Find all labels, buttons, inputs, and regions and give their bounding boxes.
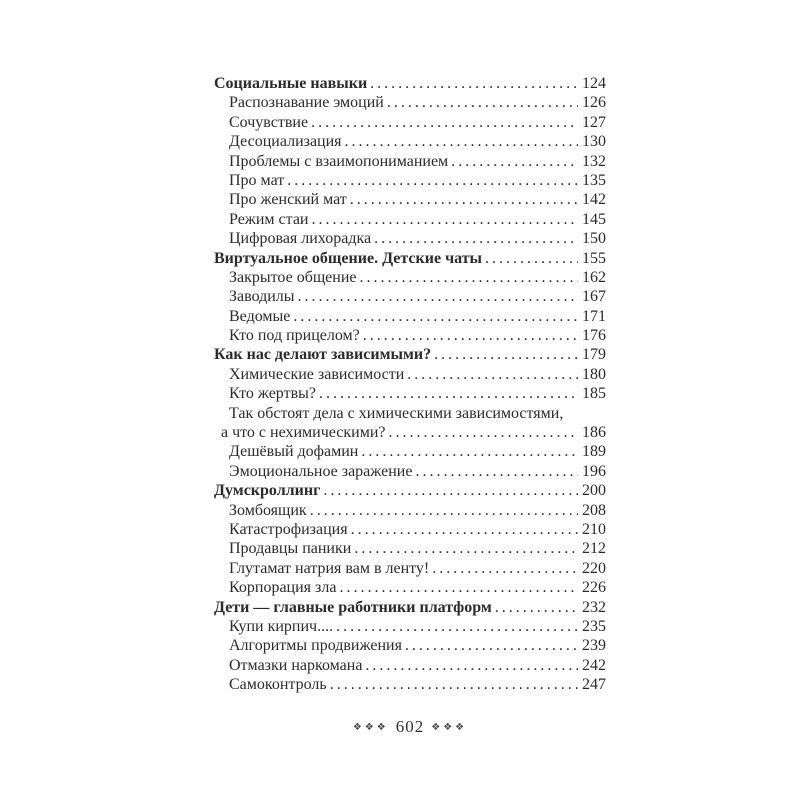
dot-leader	[342, 132, 578, 151]
dot-leader	[308, 113, 578, 132]
entry-title: Дешёвый дофамин	[229, 443, 359, 461]
entry-page: 155	[582, 249, 606, 267]
dot-leader	[384, 93, 578, 112]
entry-title: Химические зависимости	[229, 365, 405, 383]
dot-leader	[348, 520, 578, 539]
toc-entry	[229, 578, 606, 597]
entry-page: 171	[582, 307, 606, 325]
dot-leader	[358, 442, 578, 461]
entry-page: 124	[582, 75, 606, 92]
entry-title: Так обстоят дела с химическими зависимостями,	[229, 404, 564, 422]
toc-entry	[229, 307, 606, 326]
entry-title: Дети — главные работники платформ	[214, 598, 492, 616]
entry-page: 135	[582, 171, 606, 189]
toc-entry	[229, 559, 606, 578]
entry-page: 186	[582, 424, 606, 442]
dot-leader	[308, 210, 578, 229]
toc-entry	[229, 501, 606, 520]
entry-title: Про женский мат	[229, 191, 347, 209]
entry-title: Виртуальное общение. Детские чаты	[214, 249, 483, 267]
entry-title: Режим стаи	[229, 210, 309, 228]
entry-title: Думскроллинг	[214, 482, 321, 500]
dot-leader	[290, 307, 578, 326]
dot-leader	[351, 539, 578, 558]
entry-page: 130	[582, 133, 606, 151]
toc-entry	[214, 249, 606, 268]
entry-page: 185	[582, 385, 606, 403]
entry-title: Десоциализация	[229, 133, 342, 151]
dot-leader	[360, 326, 578, 345]
entry-title: Проблемы с взаимопониманием	[229, 152, 449, 170]
toc-entry	[214, 481, 606, 500]
entry-page: 242	[582, 656, 606, 674]
dot-leader	[371, 229, 578, 248]
dot-leader	[412, 462, 578, 481]
toc-entry	[229, 675, 606, 694]
entry-page: 232	[582, 598, 606, 616]
diamond-ornament-right: ❖❖❖	[431, 722, 468, 733]
entry-page: 200	[582, 482, 606, 500]
entry-page: 196	[582, 462, 606, 480]
entry-title: а что с нехимическими?	[221, 424, 386, 442]
toc-entry	[229, 365, 606, 384]
entry-page: 145	[582, 210, 606, 228]
entry-title: Распознавание эмоций	[229, 94, 384, 112]
dot-leader	[336, 578, 578, 597]
entry-title: Продавцы паники	[229, 540, 352, 558]
toc-entry	[229, 132, 606, 151]
dot-leader	[333, 617, 578, 636]
dot-leader	[357, 268, 578, 287]
toc-entry	[229, 113, 606, 132]
toc-entry	[229, 210, 606, 229]
entry-title: Купи кирпич....	[229, 617, 334, 635]
toc-entry	[229, 287, 606, 306]
toc-entry	[229, 326, 606, 345]
entry-title: Цифровая лихорадка	[229, 230, 372, 248]
page-footer	[214, 716, 606, 739]
entry-page: 239	[582, 637, 606, 655]
toc-entry	[229, 520, 606, 539]
dot-leader	[386, 423, 578, 442]
entry-page: 210	[582, 520, 606, 538]
entry-page: 208	[582, 501, 606, 519]
entry-title: Закрытое общение	[229, 268, 357, 286]
entry-title: Эмоциональное заражение	[229, 462, 413, 480]
entry-page: 189	[582, 443, 606, 461]
dot-leader	[431, 345, 578, 364]
toc-entry-continuation	[221, 423, 606, 442]
entry-page: 127	[582, 113, 606, 131]
entry-title: Заводилы	[229, 288, 295, 306]
entry-page: 235	[582, 617, 606, 635]
entry-page: 247	[582, 676, 606, 694]
diamond-ornament-left: ❖❖❖	[352, 722, 389, 733]
dot-leader	[295, 287, 578, 306]
folio-page-number: 602	[395, 717, 425, 736]
toc-entry	[214, 598, 606, 617]
toc-entry	[229, 539, 606, 558]
toc-entry	[229, 636, 606, 655]
entry-title: Катастрофизация	[229, 520, 348, 538]
entry-title: Про мат	[229, 171, 285, 189]
dot-leader	[307, 501, 578, 520]
entry-page: 220	[582, 559, 606, 577]
toc-entry-wrapped-line	[229, 404, 606, 423]
entry-page: 176	[582, 327, 606, 345]
toc-entry	[229, 462, 606, 481]
table-of-contents	[214, 74, 606, 695]
entry-page: 212	[582, 540, 606, 558]
toc-entry	[229, 190, 606, 209]
dot-leader	[482, 249, 578, 268]
entry-page: 226	[582, 579, 606, 597]
dot-leader	[327, 675, 578, 694]
entry-title: Кто под прицелом?	[229, 327, 360, 345]
entry-page: 167	[582, 288, 606, 306]
entry-title: Самоконтроль	[229, 676, 327, 694]
entry-title: Кто жертвы?	[229, 385, 316, 403]
dot-leader	[347, 190, 578, 209]
entry-title: Алгоритмы продвижения	[229, 637, 402, 655]
entry-title: Сочувствие	[229, 113, 309, 131]
entry-page: 142	[582, 191, 606, 209]
dot-leader	[316, 384, 578, 403]
dot-leader	[402, 636, 578, 655]
dot-leader	[404, 365, 578, 384]
entry-title: Корпорация зла	[229, 579, 337, 597]
toc-entry	[229, 152, 606, 171]
entry-page: 150	[582, 230, 606, 248]
dot-leader	[284, 171, 578, 190]
toc-entry	[229, 93, 606, 112]
toc-entry	[229, 384, 606, 403]
entry-title: Как нас делают зависимыми?	[214, 346, 432, 364]
dot-leader	[429, 559, 578, 578]
entry-title: Социальные навыки	[214, 75, 368, 92]
entry-page: 179	[582, 346, 606, 364]
entry-page: 180	[582, 365, 606, 383]
toc-entry	[229, 442, 606, 461]
toc-entry	[229, 229, 606, 248]
toc-entry	[214, 345, 606, 364]
entry-page: 132	[582, 152, 606, 170]
dot-leader	[362, 656, 578, 675]
entry-page: 126	[582, 94, 606, 112]
dot-leader	[367, 74, 578, 93]
dot-leader	[320, 481, 578, 500]
toc-entry	[214, 74, 606, 93]
entry-title: Ведомые	[229, 307, 291, 325]
dot-leader	[492, 598, 578, 617]
toc-entry	[229, 617, 606, 636]
dot-leader	[448, 152, 578, 171]
entry-title: Отмазки наркомана	[229, 656, 363, 674]
entry-title: Зомбоящик	[229, 501, 307, 519]
entry-page: 162	[582, 268, 606, 286]
toc-entry	[229, 656, 606, 675]
toc-entry	[229, 171, 606, 190]
entry-title: Глутамат натрия вам в ленту!	[229, 559, 430, 577]
toc-entry	[229, 268, 606, 287]
